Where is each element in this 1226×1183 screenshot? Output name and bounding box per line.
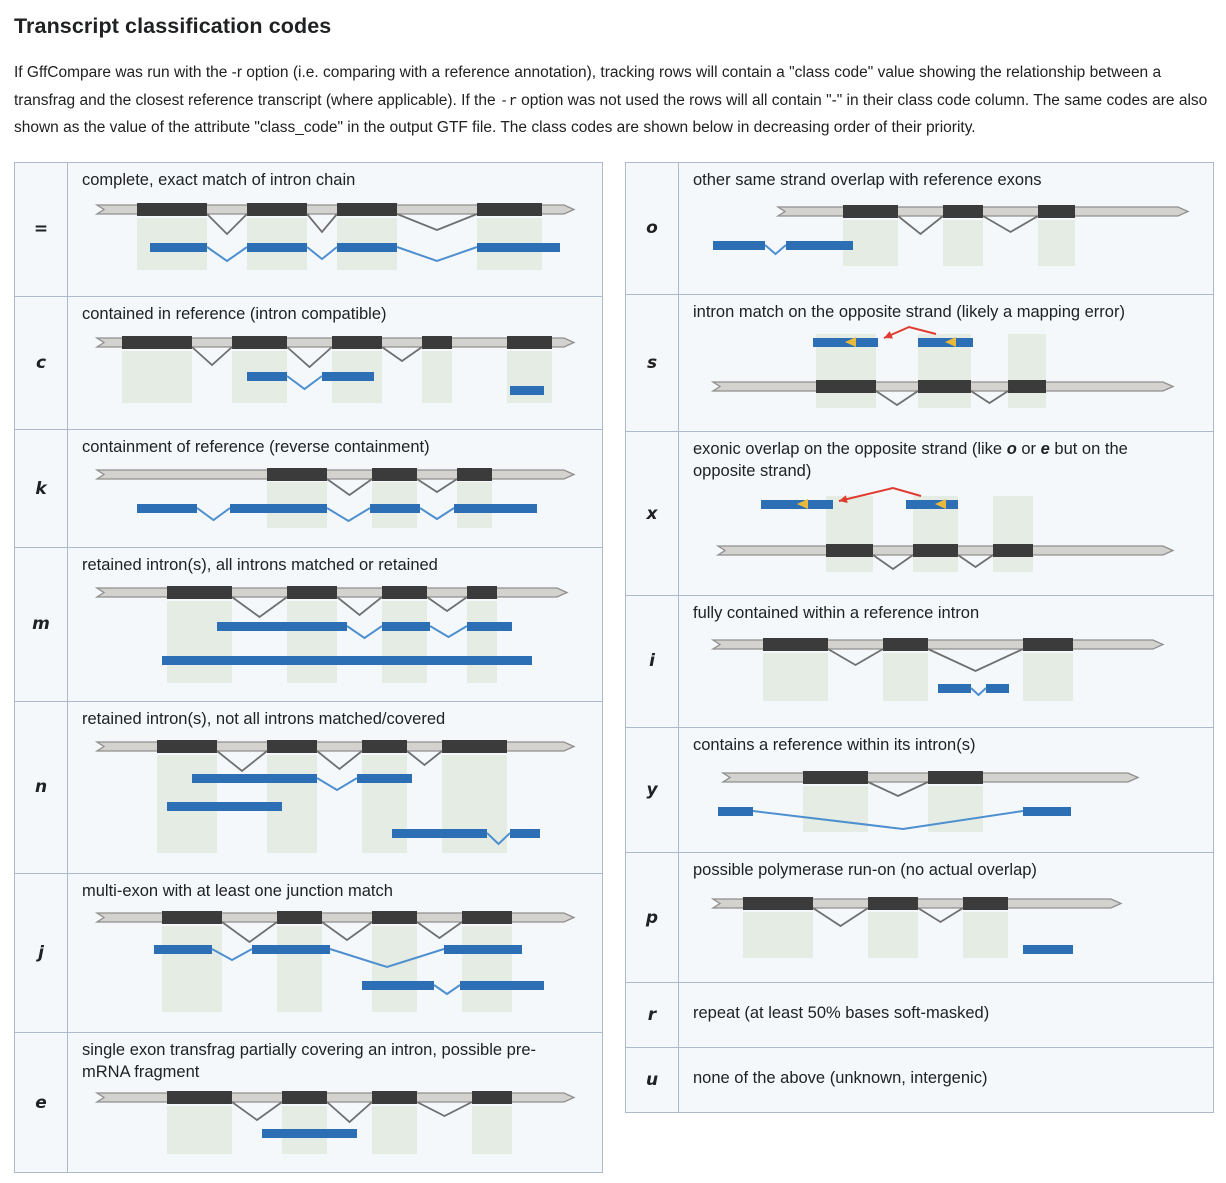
class-code-description-cell — [68, 701, 603, 873]
reference-exon — [362, 740, 407, 753]
reference-exon — [467, 586, 497, 599]
table-row — [15, 701, 603, 873]
reference-exon — [267, 740, 317, 753]
transfrag-exon — [1023, 807, 1071, 816]
table-row — [15, 548, 603, 702]
class-code-description-cell — [679, 162, 1214, 294]
reference-intron-line — [222, 922, 277, 942]
diagram-o — [693, 195, 1198, 285]
class-code: c — [15, 296, 68, 430]
diagram-c — [82, 328, 587, 420]
exon-band — [803, 786, 868, 832]
exon-band — [963, 912, 1008, 958]
class-code: k — [15, 430, 68, 548]
reference-exon — [913, 544, 958, 557]
class-code-description — [693, 735, 1173, 757]
class-code-description-cell — [68, 162, 603, 296]
intro-paragraph — [14, 59, 1212, 142]
reference-intron-line — [407, 751, 442, 765]
diagram-n — [82, 734, 587, 864]
diagram-p — [693, 885, 1198, 973]
reference-exon — [963, 897, 1008, 910]
transfrag-exon — [761, 500, 833, 509]
diagram-m — [82, 580, 587, 692]
class-code-description-cell — [679, 853, 1214, 983]
transfrag-exon — [357, 774, 412, 783]
reference-exon — [883, 638, 928, 651]
reference-intron-line — [928, 649, 1023, 671]
reference-intron-line — [217, 751, 267, 771]
text-segment: contained in reference (intron compatible) — [82, 304, 387, 323]
class-code-description — [693, 302, 1173, 324]
transfrag-exon — [713, 241, 765, 250]
class-code: o — [626, 162, 679, 294]
transfrag-exon — [150, 243, 207, 252]
opposite-strand-arrow — [839, 488, 921, 501]
transfrag-exon — [1023, 945, 1073, 954]
exon-band — [993, 496, 1033, 572]
transfrag-exon — [786, 241, 853, 250]
reference-exon — [943, 205, 983, 218]
table-row — [626, 853, 1214, 983]
class-code-description-cell — [679, 595, 1214, 727]
transfrag-exon — [370, 504, 420, 513]
reference-exon — [337, 203, 397, 216]
table-row — [626, 595, 1214, 727]
transfrag-exon — [322, 372, 374, 381]
reference-exon — [122, 336, 192, 349]
exon-band — [372, 926, 417, 1012]
reference-intron-line — [192, 347, 232, 365]
transfrag-intron-line — [971, 688, 986, 695]
exon-band — [462, 926, 512, 1012]
transfrag-exon — [230, 504, 327, 513]
reference-exon — [372, 1091, 417, 1104]
reference-exon — [267, 468, 327, 481]
reference-exon — [287, 586, 337, 599]
transfrag-intron-line — [347, 626, 382, 638]
reference-exon — [382, 586, 427, 599]
reference-intron-line — [232, 597, 287, 617]
reference-exon — [372, 911, 417, 924]
exon-band — [442, 755, 507, 853]
transfrag-exon — [938, 684, 971, 693]
exon-band — [422, 351, 452, 403]
transfrag-exon — [382, 622, 430, 631]
class-code-description-cell — [679, 727, 1214, 853]
diagram-equals — [82, 195, 587, 287]
reference-exon — [1023, 638, 1073, 651]
text-segment: possible polymerase run-on (no actual overlap) — [693, 861, 1037, 880]
reference-exon — [457, 468, 492, 481]
reference-intron-line — [828, 649, 883, 665]
class-code-description-cell — [68, 873, 603, 1033]
reference-exon — [167, 1091, 232, 1104]
class-code-description — [693, 1068, 1173, 1090]
transfrag-exon — [918, 338, 973, 347]
exon-band — [763, 653, 828, 701]
exon-band — [826, 496, 873, 572]
class-code-description-cell — [679, 294, 1214, 432]
reference-intron-line — [417, 922, 462, 938]
table-row — [626, 162, 1214, 294]
class-code-description — [82, 437, 562, 459]
exon-band — [943, 220, 983, 266]
reference-exon — [993, 544, 1033, 557]
reference-intron-line — [287, 347, 332, 367]
text-segment: intron match on the opposite strand (likely a mapping error) — [693, 302, 1125, 321]
exon-band — [1008, 334, 1046, 408]
reference-exon — [843, 205, 898, 218]
class-code-description — [82, 170, 562, 192]
exon-band — [287, 601, 337, 683]
table-row — [15, 1033, 603, 1173]
page-title: Transcript classification codes — [14, 14, 332, 38]
text-segment: -r — [499, 92, 517, 109]
reference-intron-line — [207, 214, 247, 234]
class-code-tables — [14, 162, 1214, 1173]
transfrag-intron-line — [287, 376, 322, 389]
class-code-description-cell — [68, 296, 603, 430]
transfrag-exon — [813, 338, 878, 347]
reference-exon — [442, 740, 507, 753]
class-code-description-cell — [68, 1033, 603, 1173]
reference-transcript-bar — [97, 470, 574, 479]
class-code: i — [626, 595, 679, 727]
class-code: y — [626, 727, 679, 853]
class-code: n — [15, 701, 68, 873]
transfrag-exon — [454, 504, 537, 513]
text-segment: complete, exact match of intron chain — [82, 170, 356, 189]
text-segment: option was not used the rows will all contain "-" in their class code column. The same codes are also shown as the value of the attribute "class_code" in the output GTF file. The class codes are shown below in decreasing order of their priority. — [14, 91, 1208, 137]
text-segment: retained intron(s), all introns matched or retained — [82, 556, 438, 575]
class-code-description — [693, 1003, 1173, 1025]
transfrag-intron-line — [317, 778, 357, 790]
class-code-description — [693, 860, 1173, 882]
reference-exon — [157, 740, 217, 753]
exon-band — [928, 786, 983, 832]
transfrag-exon — [167, 802, 282, 811]
exon-band — [122, 351, 192, 403]
reference-exon — [137, 203, 207, 216]
reference-exon — [1038, 205, 1075, 218]
table-row — [626, 1047, 1214, 1112]
diagram-y — [693, 759, 1198, 843]
exon-band — [883, 653, 928, 701]
reference-exon — [277, 911, 322, 924]
exon-band — [743, 912, 813, 958]
class-code: m — [15, 548, 68, 702]
reference-exon — [232, 336, 287, 349]
diagram-e — [82, 1087, 587, 1163]
reference-exon — [422, 336, 452, 349]
transfrag-intron-line — [207, 247, 247, 261]
text-segment: o — [1006, 440, 1017, 459]
reference-intron-line — [958, 555, 993, 567]
exon-band — [167, 1106, 232, 1154]
table-row — [626, 983, 1214, 1048]
table-row — [15, 873, 603, 1033]
reference-intron-line — [382, 347, 422, 361]
reference-exon — [162, 911, 222, 924]
reference-intron-line — [876, 391, 918, 405]
exon-band — [362, 755, 407, 853]
class-code-description-cell — [68, 430, 603, 548]
transfrag-exon — [162, 656, 532, 665]
reference-exon — [462, 911, 512, 924]
diagram-i — [693, 628, 1198, 718]
text-segment: but on the opposite strand) — [693, 440, 1128, 481]
reference-intron-line — [322, 922, 372, 940]
reference-intron-line — [417, 479, 457, 492]
reference-intron-line — [317, 751, 362, 769]
class-code-table-left — [14, 162, 603, 1173]
transfrag-exon — [362, 981, 434, 990]
class-code: e — [15, 1033, 68, 1173]
reference-intron-line — [327, 1102, 372, 1122]
reference-exon — [763, 638, 828, 651]
reference-exon — [928, 771, 983, 784]
reference-intron-line — [813, 908, 868, 926]
transfrag-exon — [262, 1129, 357, 1138]
transfrag-exon — [467, 622, 512, 631]
transfrag-exon — [137, 504, 197, 513]
reference-intron-line — [337, 597, 382, 615]
transfrag-intron-line — [197, 508, 230, 520]
class-code-description-cell — [68, 548, 603, 702]
diagram-k — [82, 462, 587, 538]
exon-band — [167, 601, 232, 683]
text-segment: single exon transfrag partially covering an intron, possible pre-mRNA fragment — [82, 1041, 536, 1082]
reference-intron-line — [232, 1102, 282, 1120]
class-code: x — [626, 432, 679, 596]
reference-intron-line — [898, 216, 943, 234]
exon-band — [1038, 220, 1075, 266]
transfrag-exon — [154, 945, 212, 954]
transfrag-exon — [192, 774, 317, 783]
reference-intron-line — [427, 597, 467, 611]
table-row — [626, 432, 1214, 596]
text-segment: exonic overlap on the opposite strand (like — [693, 440, 1007, 459]
exon-band — [162, 926, 222, 1012]
diagram-j — [82, 905, 587, 1023]
transfrag-exon — [718, 807, 753, 816]
reference-exon — [918, 380, 971, 393]
transfrag-exon — [392, 829, 487, 838]
reference-intron-line — [918, 908, 963, 922]
class-code-description-cell — [679, 983, 1214, 1048]
reference-intron-line — [417, 1102, 472, 1116]
reference-exon — [477, 203, 542, 216]
exon-band — [868, 912, 918, 958]
exon-band — [1023, 653, 1073, 701]
class-code: = — [15, 162, 68, 296]
reference-exon — [803, 771, 868, 784]
reference-intron-line — [873, 555, 913, 569]
exon-band — [277, 926, 322, 1012]
table-left-body — [15, 162, 603, 1172]
class-code: s — [626, 294, 679, 432]
class-code: r — [626, 983, 679, 1048]
exon-band — [467, 601, 497, 683]
reference-exon — [282, 1091, 327, 1104]
reference-exon — [167, 586, 232, 599]
reference-intron-line — [868, 782, 928, 796]
class-code-description — [82, 881, 562, 903]
text-segment: fully contained within a reference intron — [693, 603, 980, 622]
class-code-description — [693, 603, 1173, 625]
transfrag-exon — [247, 243, 307, 252]
transfrag-exon — [906, 500, 958, 509]
reference-exon — [332, 336, 382, 349]
transfrag-intron-line — [430, 626, 467, 637]
transfrag-intron-line — [307, 247, 337, 259]
text-segment: If GffCompare was run with the -r option (i.e. comparing with a reference annotation), tracking rows will contain a "class code" value showing the relationship between a transfrag and the closest reference transcript (where applicable). If the — [14, 64, 1162, 109]
reference-exon — [816, 380, 876, 393]
transfrag-intron-line — [420, 508, 454, 519]
table-right-body — [626, 162, 1214, 1112]
exon-band — [472, 1106, 512, 1154]
transfrag-exon — [460, 981, 544, 990]
class-code: j — [15, 873, 68, 1033]
class-code-description — [82, 304, 562, 326]
class-code-description-cell — [679, 432, 1214, 596]
table-row — [15, 430, 603, 548]
reference-intron-line — [397, 214, 477, 230]
diagram-s — [693, 326, 1198, 422]
text-segment: other same strand overlap with reference exons — [693, 170, 1042, 189]
transfrag-exon — [252, 945, 330, 954]
exon-band — [382, 601, 427, 683]
class-code-description-cell — [679, 1047, 1214, 1112]
diagram-x — [693, 486, 1198, 586]
text-segment: repeat (at least 50% bases soft-masked) — [693, 1004, 990, 1023]
transfrag-exon — [986, 684, 1009, 693]
transfrag-intron-line — [765, 245, 786, 254]
class-code: u — [626, 1047, 679, 1112]
text-segment: or — [1016, 440, 1041, 459]
class-code-description — [693, 439, 1173, 483]
exon-band — [372, 1106, 417, 1154]
reference-exon — [507, 336, 552, 349]
reference-exon — [247, 203, 307, 216]
transfrag-exon — [444, 945, 522, 954]
table-row — [15, 162, 603, 296]
class-code-description — [693, 170, 1173, 192]
transfrag-exon — [247, 372, 287, 381]
text-segment: e — [1040, 440, 1050, 459]
text-segment: containment of reference (reverse containment) — [82, 438, 430, 457]
transfrag-exon — [337, 243, 397, 252]
reference-intron-line — [971, 391, 1008, 403]
class-code-table-right — [625, 162, 1214, 1113]
text-segment: none of the above (unknown, intergenic) — [693, 1068, 988, 1087]
reference-intron-line — [983, 216, 1038, 232]
transfrag-intron-line — [327, 508, 370, 521]
transfrag-exon — [477, 243, 560, 252]
transfrag-exon — [510, 386, 544, 395]
class-code-description — [82, 555, 562, 577]
reference-exon — [868, 897, 918, 910]
text-segment: multi-exon with at least one junction match — [82, 881, 393, 900]
text-segment: contains a reference within its intron(s) — [693, 735, 976, 754]
table-row — [15, 296, 603, 430]
class-code-description — [82, 709, 562, 731]
reference-exon — [1008, 380, 1046, 393]
text-segment: retained intron(s), not all introns matched/covered — [82, 709, 446, 728]
transfrag-exon — [510, 829, 540, 838]
reference-exon — [472, 1091, 512, 1104]
table-row — [626, 727, 1214, 853]
reference-exon — [372, 468, 417, 481]
reference-intron-line — [307, 214, 337, 232]
reference-exon — [743, 897, 813, 910]
transfrag-exon — [217, 622, 347, 631]
exon-band — [507, 351, 552, 403]
reference-exon — [826, 544, 873, 557]
reference-intron-line — [327, 479, 372, 495]
class-code: p — [626, 853, 679, 983]
transfrag-intron-line — [434, 985, 460, 994]
table-row — [626, 294, 1214, 432]
transfrag-intron-line — [397, 247, 477, 261]
class-code-description — [82, 1040, 562, 1084]
